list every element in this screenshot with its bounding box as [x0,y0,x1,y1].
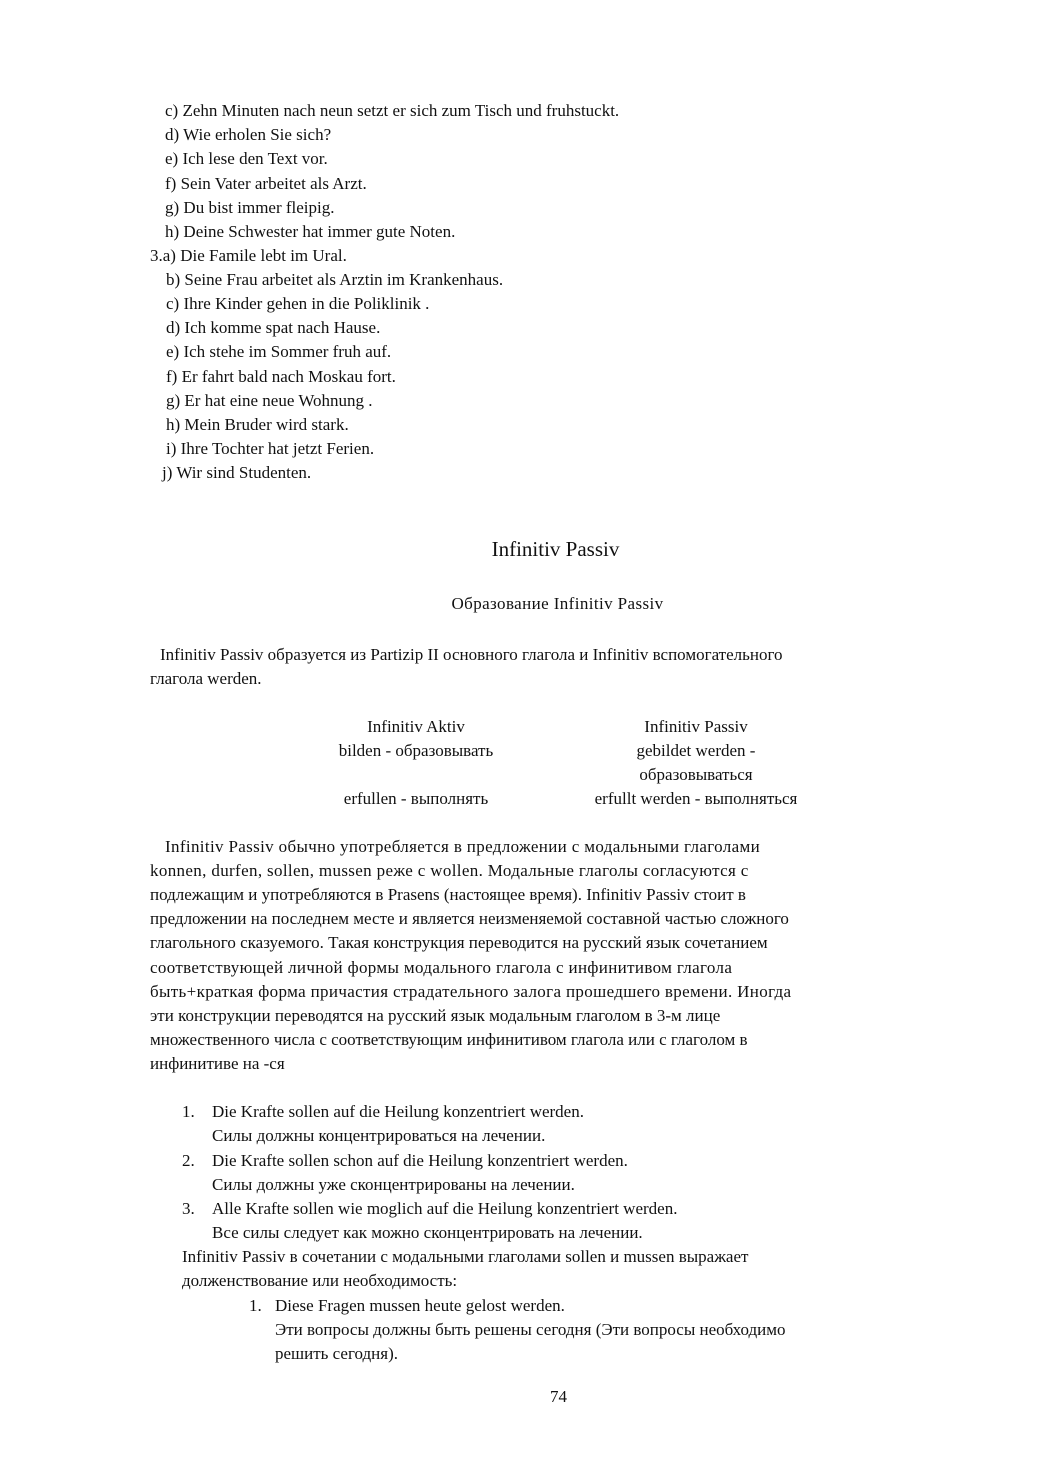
section-subtitle: Образование Infinitiv Passiv [451,594,664,613]
paragraph-line: долженствование или необходимость: [182,1271,458,1290]
exercise-3-item: c) Ihre Kinder gehen in die Poliklinik . [166,294,430,313]
example-russian: Силы должны концентрироваться на лечении. [212,1126,546,1145]
example-number: 3. [182,1199,195,1218]
paragraph-line: множественного числа с соответствующим инфинитивом глагола или с глаголом в [150,1030,748,1049]
paragraph-line: глагола werden. [150,669,262,688]
paragraph-line: эти конструкции переводятся на русский язык модальным глаголом в 3-м лице [150,1006,721,1025]
paragraph-line: глагольного сказуемого. Такая конструкция переводится на русский язык сочетанием [150,933,768,952]
example-russian: Эти вопросы должны быть решены сегодня (Эти вопросы необходимо [275,1320,786,1339]
paragraph-line: инфинитиве на -ся [150,1054,285,1073]
paragraph-line: быть+краткая форма причастия страдательного залога прошедшего времени. Иногда [150,982,792,1001]
exercise-3-item: j) Wir sind Studenten. [162,463,312,482]
exercise-3-item: b) Seine Frau arbeitet als Arztin im Krankenhaus. [166,270,504,289]
example-russian: решить сегодня). [275,1344,399,1363]
table-cell: образовываться [639,765,753,784]
example-russian: Силы должны уже сконцентрированы на лечении. [212,1175,575,1194]
exercise-3-item: h) Mein Bruder wird stark. [166,415,349,434]
paragraph-line: соответствующей личной формы модального глагола с инфинитивом глагола [150,958,733,977]
paragraph-line: подлежащим и употребляются в Prasens (настоящее время). Infinitiv Passiv стоит в [150,885,746,904]
exercise-item: d) Wie erholen Sie sich? [165,125,332,144]
example-german: Die Krafte sollen schon auf die Heilung konzentriert werden. [212,1151,628,1170]
exercise-3-item: d) Ich komme spat nach Hause. [166,318,381,337]
table-header-aktiv: Infinitiv Aktiv [367,717,465,736]
table-cell: gebildet werden - [636,741,756,760]
page-number: 74 [550,1387,567,1406]
table-cell: erfullen - выполнять [343,789,489,808]
paragraph-line: Infinitiv Passiv обычно употребляется в предложении с модальными глаголами [165,837,761,856]
exercise-3-item: 3.a) Die Famile lebt im Ural. [150,246,347,265]
paragraph-line: Infinitiv Passiv в сочетании с модальными глаголами sollen и mussen выражает [182,1247,749,1266]
exercise-item: h) Deine Schwester hat immer gute Noten. [165,222,456,241]
example-german: Die Krafte sollen auf die Heilung konzentriert werden. [212,1102,584,1121]
example-number: 2. [182,1151,195,1170]
example-german: Alle Krafte sollen wie moglich auf die Heilung konzentriert werden. [212,1199,678,1218]
table-header-passiv: Infinitiv Passiv [644,717,748,736]
exercise-item: g) Du bist immer fleipig. [165,198,335,217]
table-cell: bilden - образовывать [338,741,494,760]
example-number: 1. [249,1296,262,1315]
exercise-3-item: e) Ich stehe im Sommer fruh auf. [166,342,392,361]
exercise-3-item: g) Er hat eine neue Wohnung . [166,391,373,410]
section-title: Infinitiv Passiv [491,537,620,561]
example-number: 1. [182,1102,195,1121]
exercise-3-item: i) Ihre Tochter hat jetzt Ferien. [166,439,375,458]
paragraph-line: konnen, durfen, sollen, mussen реже с wollen. Модальные глаголы согласуются с [150,861,749,880]
paragraph-line: предложении на последнем месте и является неизменяемой составной частью сложного [150,909,789,928]
exercise-3-item: f) Er fahrt bald nach Moskau fort. [166,367,396,386]
exercise-item: f) Sein Vater arbeitet als Arzt. [165,174,367,193]
exercise-item: c) Zehn Minuten nach neun setzt er sich zum Tisch und fruhstuckt. [165,101,620,120]
table-cell: erfullt werden - выполняться [594,789,798,808]
example-russian: Все силы следует как можно сконцентрировать на лечении. [212,1223,643,1242]
paragraph-line: Infinitiv Passiv образуется из Partizip II основного глагола и Infinitiv вспомогательного [160,645,783,664]
example-german: Diese Fragen mussen heute gelost werden. [275,1296,565,1315]
exercise-item: e) Ich lese den Text vor. [165,149,328,168]
